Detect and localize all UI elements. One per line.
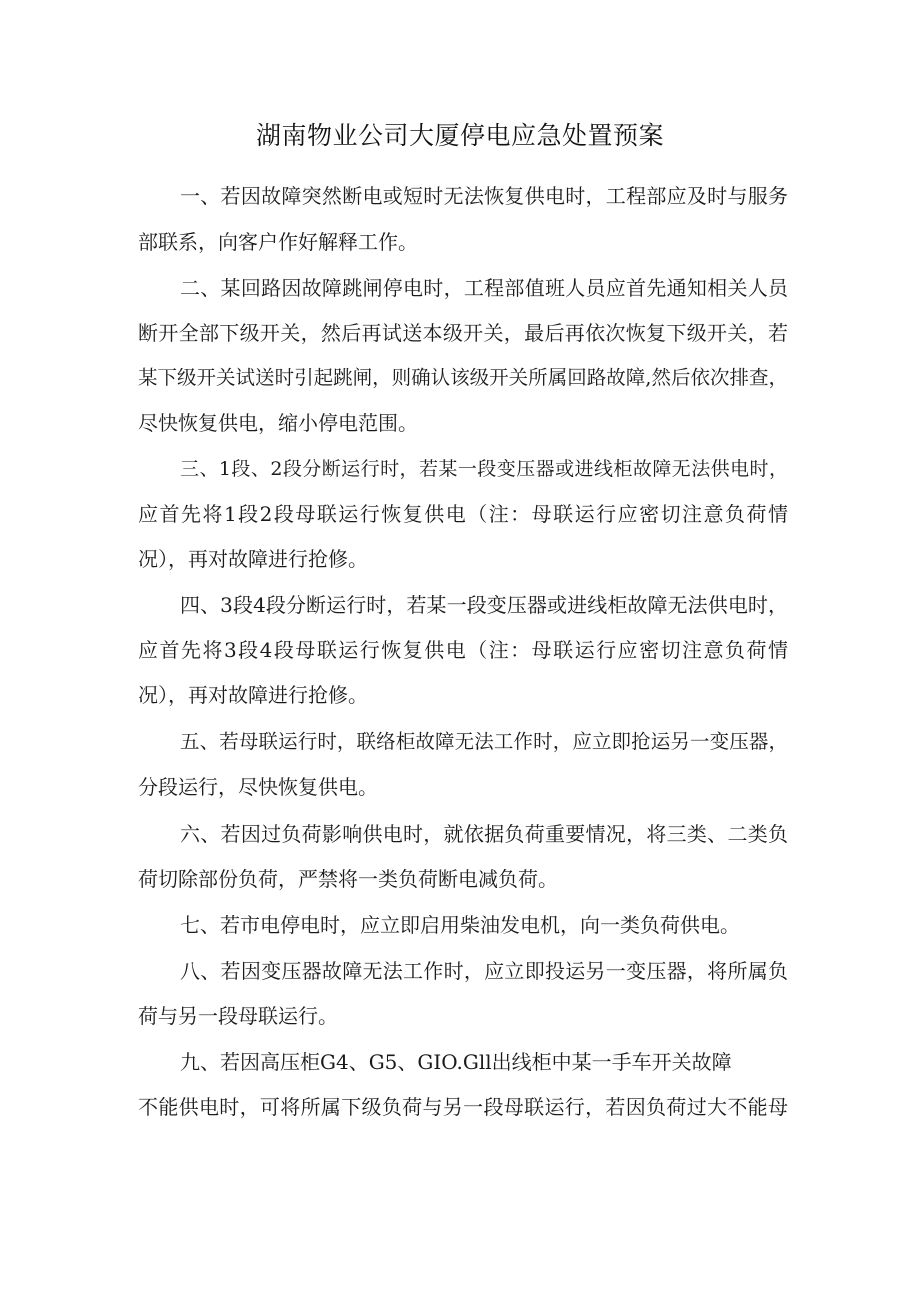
paragraph-4-line-1: 四、3段4段分断运行时，若某一段变压器或进线柜故障无法供电时， (180, 593, 788, 617)
paragraph-3-line-2: 应首先将1段2段母联运行恢复供电（注：母联运行应密切注意负荷情 (138, 502, 788, 526)
paragraph-2-line-4: 尽快恢复供电，缩小停电范围。 (138, 411, 418, 435)
paragraph-3-line-1: 三、1段、2段分断运行时，若某一段变压器或进线柜故障无法供电时， (180, 458, 788, 480)
document-title: 湖南物业公司大厦停电应急处置预案 (255, 121, 664, 150)
paragraph-8-line-1: 八、若因变压器故障无法工作时，应立即投运另一变压器，将所属负 (180, 959, 788, 983)
paragraph-4-line-2: 应首先将3段4段母联运行恢复供电（注：母联运行应密切注意负荷情 (138, 638, 788, 662)
paragraph-9-line-2: 不能供电时，可将所属下级负荷与另一段母联运行，若因负荷过大不能母 (138, 1095, 788, 1119)
paragraph-6-line-2: 荷切除部份负荷，严禁将一类负荷断电减负荷。 (138, 867, 558, 891)
paragraph-2-line-3: 某下级开关试送时引起跳闸，则确认该级开关所属回路故障,然后依次排查， (138, 366, 788, 389)
paragraph-3-line-3: 况），再对故障进行抢修。 (138, 547, 368, 571)
paragraph-1-line-1: 一、若因故障突然断电或短时无法恢复供电时，工程部应及时与服务 (180, 184, 788, 208)
paragraph-6-line-1: 六、若因过负荷影响供电时，就依据负荷重要情况，将三类、二类负 (180, 822, 788, 846)
paragraph-2-line-2: 断开全部下级开关，然后再试送本级开关，最后再依次恢复下级开关，若 (138, 321, 788, 345)
paragraph-1-line-2: 部联系，向客户作好解释工作。 (138, 230, 418, 254)
paragraph-7-line-1: 七、若市电停电时，应立即启用柴油发电机，向一类负荷供电。 (180, 913, 740, 937)
paragraph-8-line-2: 荷与另一段母联运行。 (138, 1004, 338, 1028)
paragraph-4-line-3: 况），再对故障进行抢修。 (138, 683, 368, 707)
paragraph-5-line-1: 五、若母联运行时，联络柜故障无法工作时，应立即抢运另一变压器， (180, 730, 788, 753)
paragraph-2-line-1: 二、某回路因故障跳闸停电时，工程部值班人员应首先通知相关人员 (180, 276, 788, 300)
paragraph-9-line-1: 九、若因高压柜G4、G5、GIO.Gll出线柜中某一手车开关故障 (180, 1050, 732, 1074)
paragraph-5-line-2: 分段运行，尽快恢复供电。 (138, 775, 378, 799)
